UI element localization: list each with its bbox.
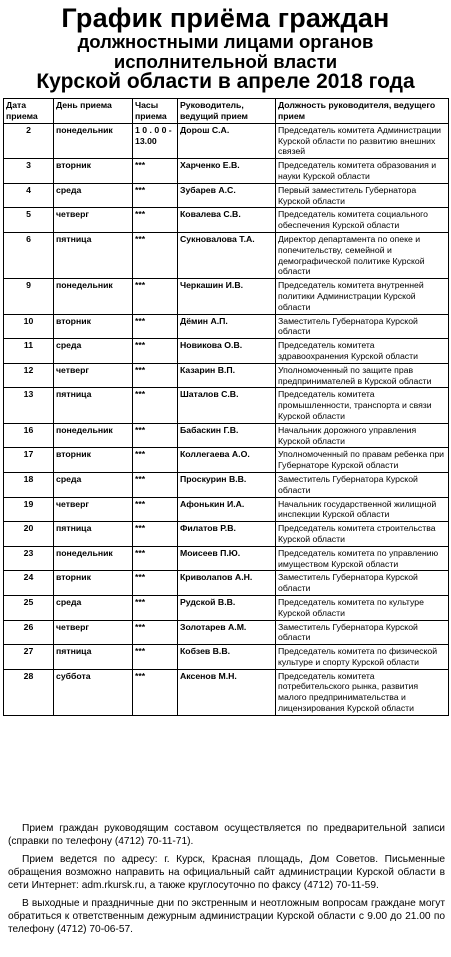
cell-hours: *** [133, 669, 178, 715]
schedule-table [3, 98, 449, 716]
cell-day: суббота [54, 669, 133, 715]
cell-position: Заместитель Губернатора Курской области [276, 314, 449, 339]
cell-date: 23 [4, 546, 54, 571]
cell-official: Черкашин И.В. [178, 279, 276, 314]
cell-date: 6 [4, 233, 54, 279]
cell-date: 17 [4, 448, 54, 473]
cell-date: 18 [4, 472, 54, 497]
table-body [4, 123, 449, 715]
cell-position: Председатель комитета потребительского рынка, развития малого предпринимательства и лицензирования Курской области [276, 669, 449, 715]
cell-hours: *** [133, 546, 178, 571]
header-official: Руководитель, ведущий прием [178, 99, 276, 124]
cell-official: Золотарев А.М. [178, 620, 276, 645]
cell-official: Зубарев А.С. [178, 183, 276, 208]
table-row [4, 645, 449, 670]
cell-date: 27 [4, 645, 54, 670]
cell-day: среда [54, 339, 133, 364]
cell-position: Председатель комитета промышленности, транспорта и связи Курской области [276, 388, 449, 423]
cell-hours: *** [133, 448, 178, 473]
header-position: Должность руководителя, ведущего прием [276, 99, 449, 124]
cell-date: 2 [4, 123, 54, 158]
header-date: Дата приема [4, 99, 54, 124]
cell-position: Председатель комитета по управлению имуществом Курской области [276, 546, 449, 571]
page-subtitle-line-3: Курской области в апреле 2018 года [36, 70, 415, 94]
cell-position: Заместитель Губернатора Курской области [276, 472, 449, 497]
table-header-row [4, 99, 449, 124]
cell-official: Дёмин А.П. [178, 314, 276, 339]
cell-official: Филатов Р.В. [178, 522, 276, 547]
page-title: График приёма граждан [61, 3, 390, 33]
cell-hours: *** [133, 233, 178, 279]
table-row [4, 159, 449, 184]
table-row [4, 123, 449, 158]
cell-hours: *** [133, 183, 178, 208]
cell-official: Криволапов А.Н. [178, 571, 276, 596]
cell-day: вторник [54, 314, 133, 339]
page-subtitle-line-2: исполнительной власти [113, 50, 338, 72]
cell-official: Харченко Е.В. [178, 159, 276, 184]
cell-hours: *** [133, 363, 178, 388]
cell-date: 5 [4, 208, 54, 233]
cell-hours: *** [133, 423, 178, 448]
table-row [4, 314, 449, 339]
cell-date: 20 [4, 522, 54, 547]
cell-position: Председатель комитета по культуре Курской области [276, 595, 449, 620]
table-row [4, 208, 449, 233]
cell-official: Проскурин В.В. [178, 472, 276, 497]
cell-position: Заместитель Губернатора Курской области [276, 571, 449, 596]
cell-position: Уполномоченный по правам ребенка при Губернаторе Курской области [276, 448, 449, 473]
cell-day: среда [54, 595, 133, 620]
cell-hours: *** [133, 279, 178, 314]
cell-position: Председатель комитета по физической культуре и спорту Курской области [276, 645, 449, 670]
header-hours: Часы приема [133, 99, 178, 124]
cell-official: Коллегаева А.О. [178, 448, 276, 473]
table-row [4, 279, 449, 314]
cell-day: понедельник [54, 546, 133, 571]
table-row [4, 339, 449, 364]
page-subtitle-line-1: должностными лицами органов [77, 31, 374, 53]
cell-day: четверг [54, 620, 133, 645]
cell-position: Начальник государственной жилищной инспекции Курской области [276, 497, 449, 522]
cell-hours: *** [133, 314, 178, 339]
cell-date: 19 [4, 497, 54, 522]
cell-date: 25 [4, 595, 54, 620]
cell-official: Бабаскин Г.В. [178, 423, 276, 448]
notes-section [8, 822, 445, 936]
cell-position: Председатель комитета образования и науки Курской области [276, 159, 449, 184]
table-row [4, 546, 449, 571]
cell-official: Сукновалова Т.А. [178, 233, 276, 279]
cell-hours: *** [133, 522, 178, 547]
table-row [4, 472, 449, 497]
table-row [4, 363, 449, 388]
note-appointment: Прием граждан руководящим составом осуществляется по предварительной записи (справки по телефону (4712) 70-11-71). [8, 823, 445, 847]
table-row [4, 620, 449, 645]
table-row [4, 388, 449, 423]
cell-date: 10 [4, 314, 54, 339]
cell-position: Председатель комитета социального обеспечения Курской области [276, 208, 449, 233]
cell-official: Казарин В.П. [178, 363, 276, 388]
cell-day: понедельник [54, 123, 133, 158]
cell-date: 24 [4, 571, 54, 596]
header-day: День приема [54, 99, 133, 124]
table-row [4, 595, 449, 620]
cell-hours: *** [133, 571, 178, 596]
cell-official: Ковалева С.В. [178, 208, 276, 233]
note-address: Прием ведется по адресу: г. Курск, Красная площадь, Дом Советов. Письменные обращения возможно направить на официальный сайт администрации Курской области в сети Интернет: adm.rkursk.ru, а также круглосуточно по факсу (4712) 70-11-59. [8, 854, 445, 891]
cell-day: вторник [54, 571, 133, 596]
cell-official: Афонькин И.А. [178, 497, 276, 522]
cell-hours: 1 0 . 0 0 - 13.00 [133, 123, 178, 158]
cell-hours: *** [133, 645, 178, 670]
cell-date: 11 [4, 339, 54, 364]
cell-hours: *** [133, 497, 178, 522]
cell-date: 28 [4, 669, 54, 715]
cell-position: Заместитель Губернатора Курской области [276, 620, 449, 645]
cell-date: 12 [4, 363, 54, 388]
cell-position: Председатель комитета здравоохранения Курской области [276, 339, 449, 364]
cell-hours: *** [133, 620, 178, 645]
cell-official: Новикова О.В. [178, 339, 276, 364]
table-row [4, 522, 449, 547]
cell-hours: *** [133, 208, 178, 233]
note-weekends: В выходные и праздничные дни по экстренным и неотложным вопросам граждане могут обратиться к ответственным дежурным администрации Курской области с 9.00 до 21.00 по телефону (4712) 70-06-57. [8, 898, 445, 935]
cell-date: 9 [4, 279, 54, 314]
cell-official: Рудской В.В. [178, 595, 276, 620]
table-row [4, 571, 449, 596]
cell-day: пятница [54, 645, 133, 670]
cell-official: Дорош С.А. [178, 123, 276, 158]
cell-position: Директор департамента по опеке и попечительству, семейной и демографической политике Курской области [276, 233, 449, 279]
cell-hours: *** [133, 388, 178, 423]
cell-position: Первый заместитель Губернатора Курской области [276, 183, 449, 208]
cell-position: Председатель комитета строительства Курской области [276, 522, 449, 547]
cell-position: Председатель комитета внутренней политики Администрации Курской области [276, 279, 449, 314]
cell-position: Председатель комитета Администрации Курской области по развитию внешних связей [276, 123, 449, 158]
cell-position: Уполномоченный по защите прав предпринимателей в Курской области [276, 363, 449, 388]
cell-official: Моисеев П.Ю. [178, 546, 276, 571]
table-row [4, 669, 449, 715]
table-row [4, 233, 449, 279]
cell-day: среда [54, 472, 133, 497]
cell-date: 13 [4, 388, 54, 423]
cell-date: 26 [4, 620, 54, 645]
cell-day: четверг [54, 497, 133, 522]
table-row [4, 423, 449, 448]
cell-day: пятница [54, 388, 133, 423]
cell-day: пятница [54, 233, 133, 279]
cell-hours: *** [133, 339, 178, 364]
table-row [4, 448, 449, 473]
cell-official: Шаталов С.В. [178, 388, 276, 423]
cell-day: понедельник [54, 423, 133, 448]
cell-day: среда [54, 183, 133, 208]
cell-hours: *** [133, 159, 178, 184]
cell-day: пятница [54, 522, 133, 547]
cell-date: 16 [4, 423, 54, 448]
table-row [4, 183, 449, 208]
cell-date: 3 [4, 159, 54, 184]
cell-day: вторник [54, 159, 133, 184]
cell-day: четверг [54, 208, 133, 233]
cell-hours: *** [133, 595, 178, 620]
cell-official: Кобзев В.В. [178, 645, 276, 670]
cell-day: понедельник [54, 279, 133, 314]
cell-official: Аксенов М.Н. [178, 669, 276, 715]
table-row [4, 497, 449, 522]
cell-hours: *** [133, 472, 178, 497]
cell-position: Начальник дорожного управления Курской области [276, 423, 449, 448]
cell-day: четверг [54, 363, 133, 388]
cell-date: 4 [4, 183, 54, 208]
cell-day: вторник [54, 448, 133, 473]
